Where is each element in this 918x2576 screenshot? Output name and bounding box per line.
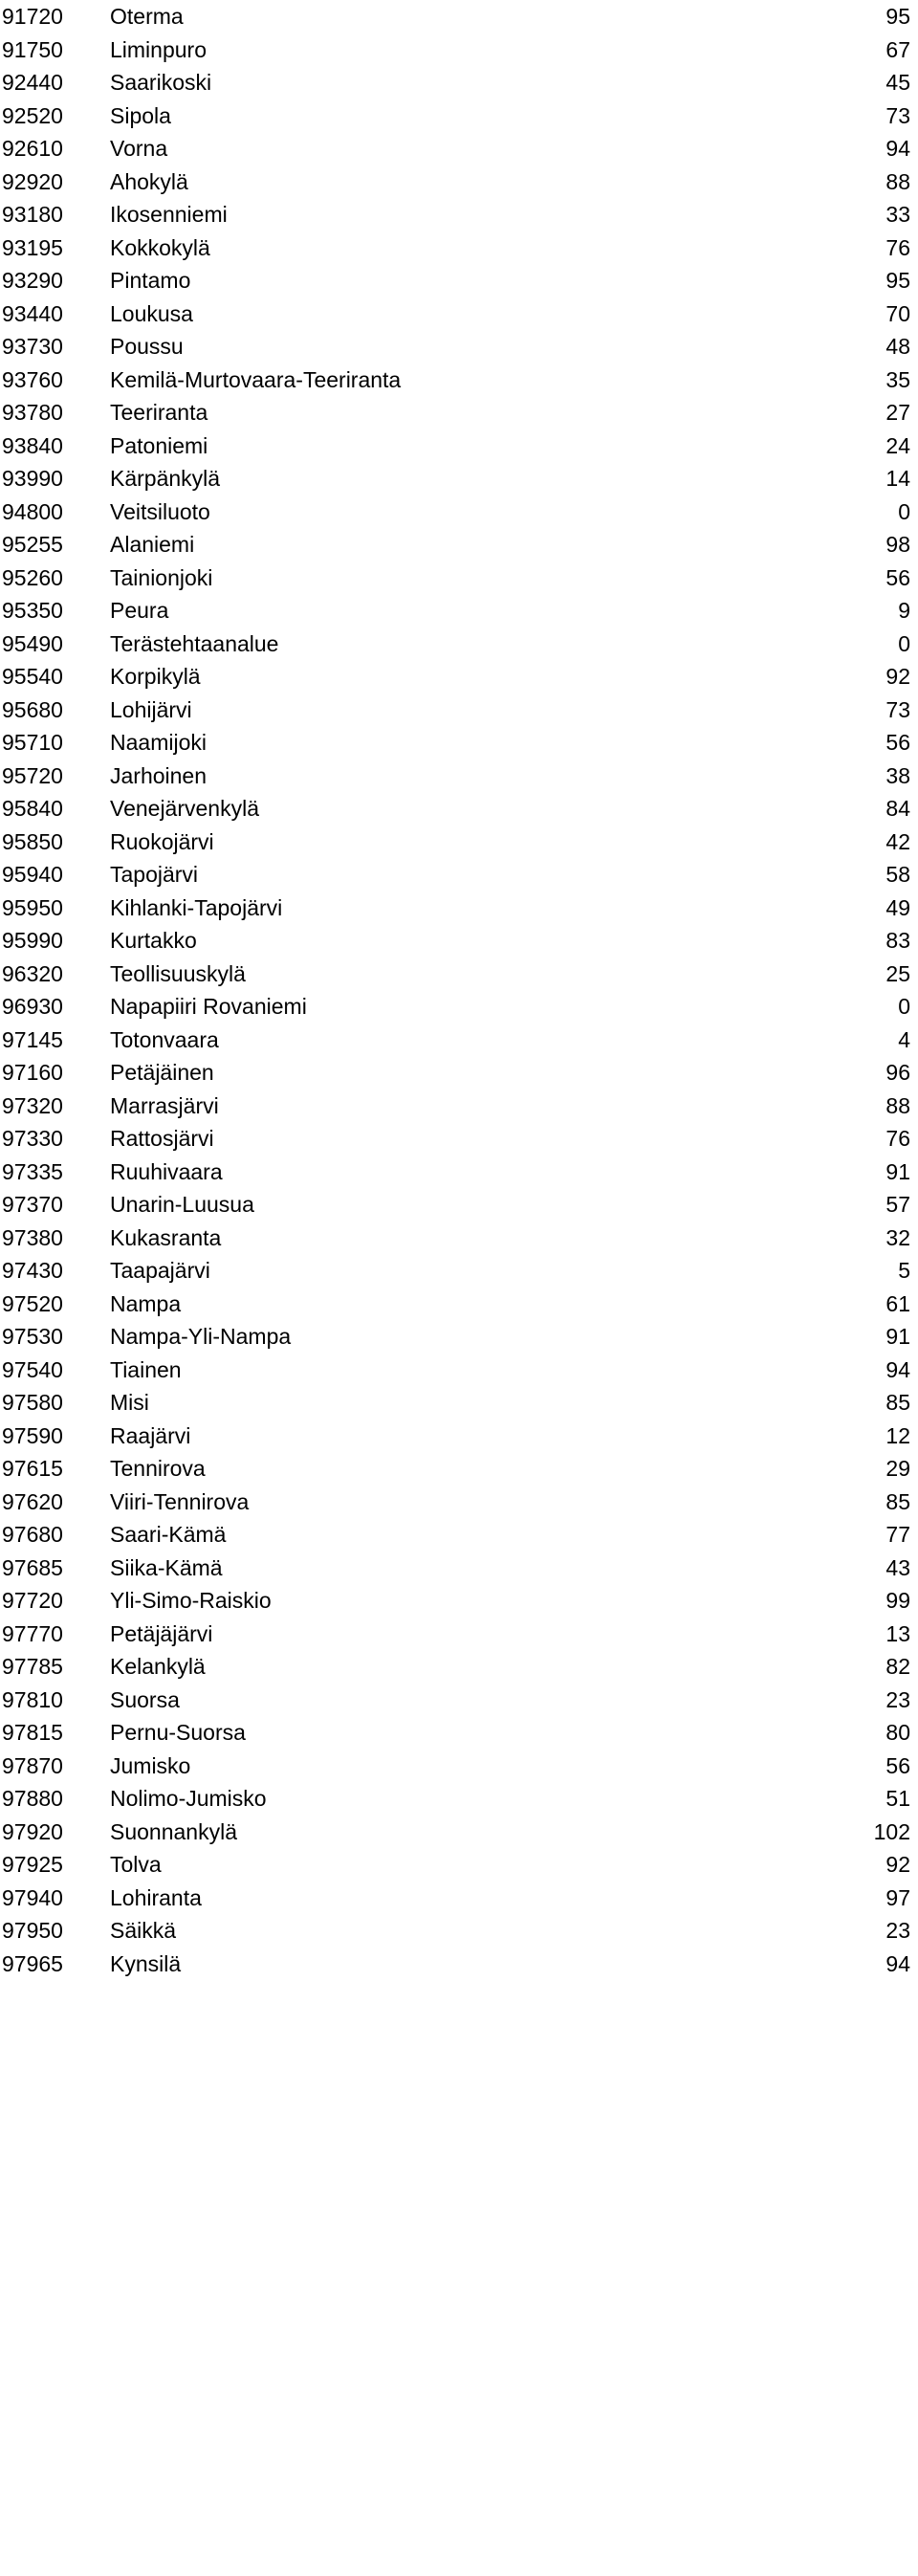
area-name-cell: Saarikoski: [110, 70, 212, 95]
table-row: [0, 1420, 918, 1453]
area-name-cell: Kukasranta: [110, 1224, 222, 1250]
area-name-cell: Lohijärvi: [110, 696, 192, 722]
table-row: [0, 0, 918, 33]
value-cell: 88: [885, 168, 910, 194]
table-row: [0, 1122, 918, 1156]
postal-code-cell: 93730: [2, 334, 63, 359]
table-row: [0, 231, 918, 265]
value-cell: 56: [885, 730, 910, 755]
table-row: [0, 594, 918, 627]
postal-code-cell: 97430: [2, 1258, 63, 1283]
table-row: [0, 760, 918, 793]
value-cell: 83: [885, 928, 910, 953]
postal-code-cell: 97320: [2, 1092, 63, 1118]
value-cell: 80: [885, 1720, 910, 1745]
area-name-cell: Kynsilä: [110, 1950, 182, 1976]
area-name-cell: Vorna: [110, 136, 168, 161]
postal-code-cell: 92440: [2, 70, 63, 95]
value-cell: 33: [885, 202, 910, 227]
area-name-cell: Jarhoinen: [110, 762, 208, 788]
table-row: [0, 1650, 918, 1684]
table-row: [0, 297, 918, 331]
table-row: [0, 1782, 918, 1816]
table-row: [0, 165, 918, 199]
postal-code-cell: 97520: [2, 1290, 63, 1316]
postal-code-cell: 97330: [2, 1126, 63, 1151]
area-name-cell: Unarin-Luusua: [110, 1192, 254, 1217]
value-cell: 58: [885, 862, 910, 887]
postal-code-cell: 93440: [2, 300, 63, 326]
area-name-cell: Kelankylä: [110, 1654, 206, 1679]
value-cell: 91: [885, 1158, 910, 1184]
value-cell: 94: [885, 1356, 910, 1382]
postal-code-cell: 97540: [2, 1356, 63, 1382]
postal-code-cell: 95490: [2, 630, 63, 656]
area-name-cell: Viiri-Tennirova: [110, 1488, 250, 1514]
postal-code-cell: 92610: [2, 136, 63, 161]
area-name-cell: Napapiiri Rovaniemi: [110, 994, 307, 1019]
postal-code-cell: 97880: [2, 1786, 63, 1811]
value-cell: 85: [885, 1488, 910, 1514]
postal-code-cell: 97950: [2, 1918, 63, 1943]
value-cell: 5: [898, 1258, 910, 1283]
value-cell: 9: [898, 598, 910, 623]
area-name-cell: Säikkä: [110, 1918, 177, 1943]
area-name-cell: Kokkokylä: [110, 234, 210, 260]
value-cell: 96: [885, 1060, 910, 1085]
value-cell: 88: [885, 1092, 910, 1118]
area-name-cell: Suorsa: [110, 1686, 180, 1712]
area-name-cell: Korpikylä: [110, 664, 201, 689]
table-row: [0, 660, 918, 694]
table-row: [0, 1816, 918, 1849]
value-cell: 14: [885, 466, 910, 491]
postal-code-cell: 95710: [2, 730, 63, 755]
table-row: [0, 561, 918, 595]
area-name-cell: Jumisko: [110, 1752, 191, 1778]
table-row: [0, 1948, 918, 1981]
postal-code-cell: 93195: [2, 234, 63, 260]
postal-code-cell: 95950: [2, 894, 63, 920]
table-row: [0, 694, 918, 727]
table-row: [0, 1486, 918, 1519]
table-row: [0, 1222, 918, 1255]
table-row: [0, 990, 918, 1024]
value-cell: 0: [898, 994, 910, 1019]
postal-code-cell: 93180: [2, 202, 63, 227]
table-row: [0, 1584, 918, 1618]
table-row: [0, 826, 918, 859]
table-row: [0, 1452, 918, 1486]
table-row: [0, 1024, 918, 1057]
table-row: [0, 1716, 918, 1750]
table-row: [0, 330, 918, 363]
value-cell: 76: [885, 1126, 910, 1151]
table-row: [0, 792, 918, 826]
postal-code-cell: 97530: [2, 1324, 63, 1349]
value-cell: 61: [885, 1290, 910, 1316]
value-cell: 32: [885, 1224, 910, 1250]
value-cell: 23: [885, 1918, 910, 1943]
table-row: [0, 1254, 918, 1288]
table-row: [0, 396, 918, 429]
table-row: [0, 363, 918, 397]
value-cell: 97: [885, 1884, 910, 1910]
value-cell: 48: [885, 334, 910, 359]
postal-code-cell: 97335: [2, 1158, 63, 1184]
area-name-cell: Saari-Kämä: [110, 1522, 227, 1547]
postal-code-cell: 97580: [2, 1390, 63, 1415]
value-cell: 99: [885, 1588, 910, 1613]
table-row: [0, 264, 918, 297]
postal-code-cell: 95350: [2, 598, 63, 623]
table-row: [0, 1354, 918, 1387]
postal-code-cell: 96320: [2, 960, 63, 986]
table-row: [0, 958, 918, 991]
table-row: [0, 132, 918, 165]
table-row: [0, 1056, 918, 1090]
postal-code-cell: 95840: [2, 796, 63, 821]
area-name-cell: Naamijoki: [110, 730, 207, 755]
area-name-cell: Loukusa: [110, 300, 193, 326]
value-cell: 94: [885, 1950, 910, 1976]
area-name-cell: Marrasjärvi: [110, 1092, 219, 1118]
value-cell: 77: [885, 1522, 910, 1547]
area-name-cell: Totonvaara: [110, 1026, 219, 1052]
postal-code-cell: 97620: [2, 1488, 63, 1514]
value-cell: 27: [885, 400, 910, 425]
area-name-cell: Pintamo: [110, 268, 191, 293]
table-row: [0, 1156, 918, 1189]
value-cell: 13: [885, 1620, 910, 1646]
postal-code-cell: 93760: [2, 366, 63, 392]
table-row: [0, 1914, 918, 1948]
table-row: [0, 892, 918, 925]
area-name-cell: Kihlanki-Tapojärvi: [110, 894, 283, 920]
postal-code-cell: 96930: [2, 994, 63, 1019]
postal-code-cell: 97870: [2, 1752, 63, 1778]
value-cell: 84: [885, 796, 910, 821]
value-cell: 102: [873, 1818, 910, 1844]
area-name-cell: Tapojärvi: [110, 862, 199, 887]
value-cell: 67: [885, 36, 910, 62]
area-name-cell: Kemilä-Murtovaara-Teeriranta: [110, 366, 402, 392]
table-row: [0, 1552, 918, 1585]
area-name-cell: Lohiranta: [110, 1884, 202, 1910]
table-row: [0, 1848, 918, 1882]
postal-code-cell: 92520: [2, 102, 63, 128]
area-name-cell: Petäjäinen: [110, 1060, 214, 1085]
postal-code-cell: 97680: [2, 1522, 63, 1547]
postal-code-cell: 97925: [2, 1852, 63, 1877]
table-row: [0, 627, 918, 661]
value-cell: 45: [885, 70, 910, 95]
postal-code-cell: 97965: [2, 1950, 63, 1976]
postal-code-cell: 97785: [2, 1654, 63, 1679]
postal-code-cell: 97370: [2, 1192, 63, 1217]
postal-code-cell: 95850: [2, 828, 63, 854]
area-name-cell: Petäjäjärvi: [110, 1620, 213, 1646]
area-name-cell: Nolimo-Jumisko: [110, 1786, 267, 1811]
table-row: [0, 1618, 918, 1651]
postal-code-cell: 93840: [2, 432, 63, 458]
postal-code-cell: 92920: [2, 168, 63, 194]
area-name-cell: Oterma: [110, 4, 184, 29]
area-name-cell: Peura: [110, 598, 169, 623]
value-cell: 82: [885, 1654, 910, 1679]
value-cell: 38: [885, 762, 910, 788]
area-name-cell: Misi: [110, 1390, 149, 1415]
value-cell: 92: [885, 664, 910, 689]
value-cell: 73: [885, 696, 910, 722]
value-cell: 35: [885, 366, 910, 392]
postal-code-cell: 93780: [2, 400, 63, 425]
table-row: [0, 429, 918, 463]
table-row: [0, 1386, 918, 1420]
value-cell: 42: [885, 828, 910, 854]
area-name-cell: Teollisuuskylä: [110, 960, 246, 986]
value-cell: 56: [885, 1752, 910, 1778]
table-row: [0, 462, 918, 495]
value-cell: 94: [885, 136, 910, 161]
area-name-cell: Venejärvenkylä: [110, 796, 259, 821]
postal-code-cell: 97815: [2, 1720, 63, 1745]
table-row: [0, 495, 918, 529]
postal-code-cell: 95720: [2, 762, 63, 788]
area-name-cell: Poussu: [110, 334, 184, 359]
area-name-cell: Pernu-Suorsa: [110, 1720, 246, 1745]
area-name-cell: Patoniemi: [110, 432, 208, 458]
table-row: [0, 858, 918, 892]
area-name-cell: Siika-Kämä: [110, 1554, 223, 1580]
postal-code-cell: 91750: [2, 36, 63, 62]
area-name-cell: Ruokojärvi: [110, 828, 214, 854]
postal-code-cell: 95255: [2, 532, 63, 557]
area-name-cell: Veitsiluoto: [110, 498, 210, 524]
value-cell: 70: [885, 300, 910, 326]
value-cell: 95: [885, 4, 910, 29]
postal-code-cell: 97720: [2, 1588, 63, 1613]
table-row: [0, 1684, 918, 1717]
value-cell: 4: [898, 1026, 910, 1052]
postal-code-cell: 97145: [2, 1026, 63, 1052]
value-cell: 0: [898, 498, 910, 524]
area-name-cell: Tolva: [110, 1852, 162, 1877]
area-name-cell: Kurtakko: [110, 928, 197, 953]
postal-code-cell: 97380: [2, 1224, 63, 1250]
postal-code-cell: 97770: [2, 1620, 63, 1646]
value-cell: 95: [885, 268, 910, 293]
area-name-cell: Yli-Simo-Raiskio: [110, 1588, 272, 1613]
area-name-cell: Rattosjärvi: [110, 1126, 214, 1151]
area-name-cell: Ahokylä: [110, 168, 188, 194]
table-row: [0, 66, 918, 99]
area-name-cell: Teeriranta: [110, 400, 208, 425]
postal-code-cell: 95260: [2, 564, 63, 590]
postal-code-cell: 95680: [2, 696, 63, 722]
area-name-cell: Tiainen: [110, 1356, 182, 1382]
value-cell: 73: [885, 102, 910, 128]
table-row: [0, 1518, 918, 1552]
table-row: [0, 528, 918, 561]
value-cell: 25: [885, 960, 910, 986]
area-name-cell: Nampa: [110, 1290, 182, 1316]
table-row: [0, 1288, 918, 1321]
area-name-cell: Liminpuro: [110, 36, 207, 62]
table-row: [0, 33, 918, 67]
value-cell: 24: [885, 432, 910, 458]
postal-code-cell: 97685: [2, 1554, 63, 1580]
postal-code-cell: 97810: [2, 1686, 63, 1712]
table-row: [0, 726, 918, 760]
area-name-cell: Tennirova: [110, 1456, 206, 1481]
table-row: [0, 1750, 918, 1783]
area-name-cell: Alaniemi: [110, 532, 195, 557]
value-cell: 57: [885, 1192, 910, 1217]
area-name-cell: Tainionjoki: [110, 564, 213, 590]
value-cell: 43: [885, 1554, 910, 1580]
area-name-cell: Suonnankylä: [110, 1818, 237, 1844]
area-name-cell: Sipola: [110, 102, 171, 128]
table-row: [0, 1320, 918, 1354]
value-cell: 92: [885, 1852, 910, 1877]
postal-code-cell: 97920: [2, 1818, 63, 1844]
postal-code-cell: 91720: [2, 4, 63, 29]
postal-code-cell: 95990: [2, 928, 63, 953]
table-row: [0, 1188, 918, 1222]
value-cell: 49: [885, 894, 910, 920]
table-row: [0, 924, 918, 958]
postal-code-cell: 97590: [2, 1422, 63, 1448]
value-cell: 12: [885, 1422, 910, 1448]
postal-code-cell: 93290: [2, 268, 63, 293]
area-name-cell: Nampa-Yli-Nampa: [110, 1324, 292, 1349]
table-row: [0, 1882, 918, 1915]
area-name-cell: Ruuhivaara: [110, 1158, 223, 1184]
value-cell: 91: [885, 1324, 910, 1349]
value-cell: 85: [885, 1390, 910, 1415]
area-name-cell: Terästehtaanalue: [110, 630, 279, 656]
value-cell: 98: [885, 532, 910, 557]
table-row: [0, 1090, 918, 1123]
postal-code-cell: 94800: [2, 498, 63, 524]
postal-code-cell: 97940: [2, 1884, 63, 1910]
area-name-cell: Taapajärvi: [110, 1258, 210, 1283]
postal-code-cell: 97160: [2, 1060, 63, 1085]
postal-code-cell: 93990: [2, 466, 63, 491]
postal-code-cell: 97615: [2, 1456, 63, 1481]
area-name-cell: Ikosenniemi: [110, 202, 228, 227]
postal-code-cell: 95940: [2, 862, 63, 887]
table-row: [0, 99, 918, 133]
value-cell: 23: [885, 1686, 910, 1712]
value-cell: 51: [885, 1786, 910, 1811]
area-name-cell: Kärpänkylä: [110, 466, 221, 491]
area-name-cell: Raajärvi: [110, 1422, 191, 1448]
table-row: [0, 198, 918, 231]
value-cell: 76: [885, 234, 910, 260]
value-cell: 56: [885, 564, 910, 590]
value-cell: 0: [898, 630, 910, 656]
postal-code-cell: 95540: [2, 664, 63, 689]
value-cell: 29: [885, 1456, 910, 1481]
